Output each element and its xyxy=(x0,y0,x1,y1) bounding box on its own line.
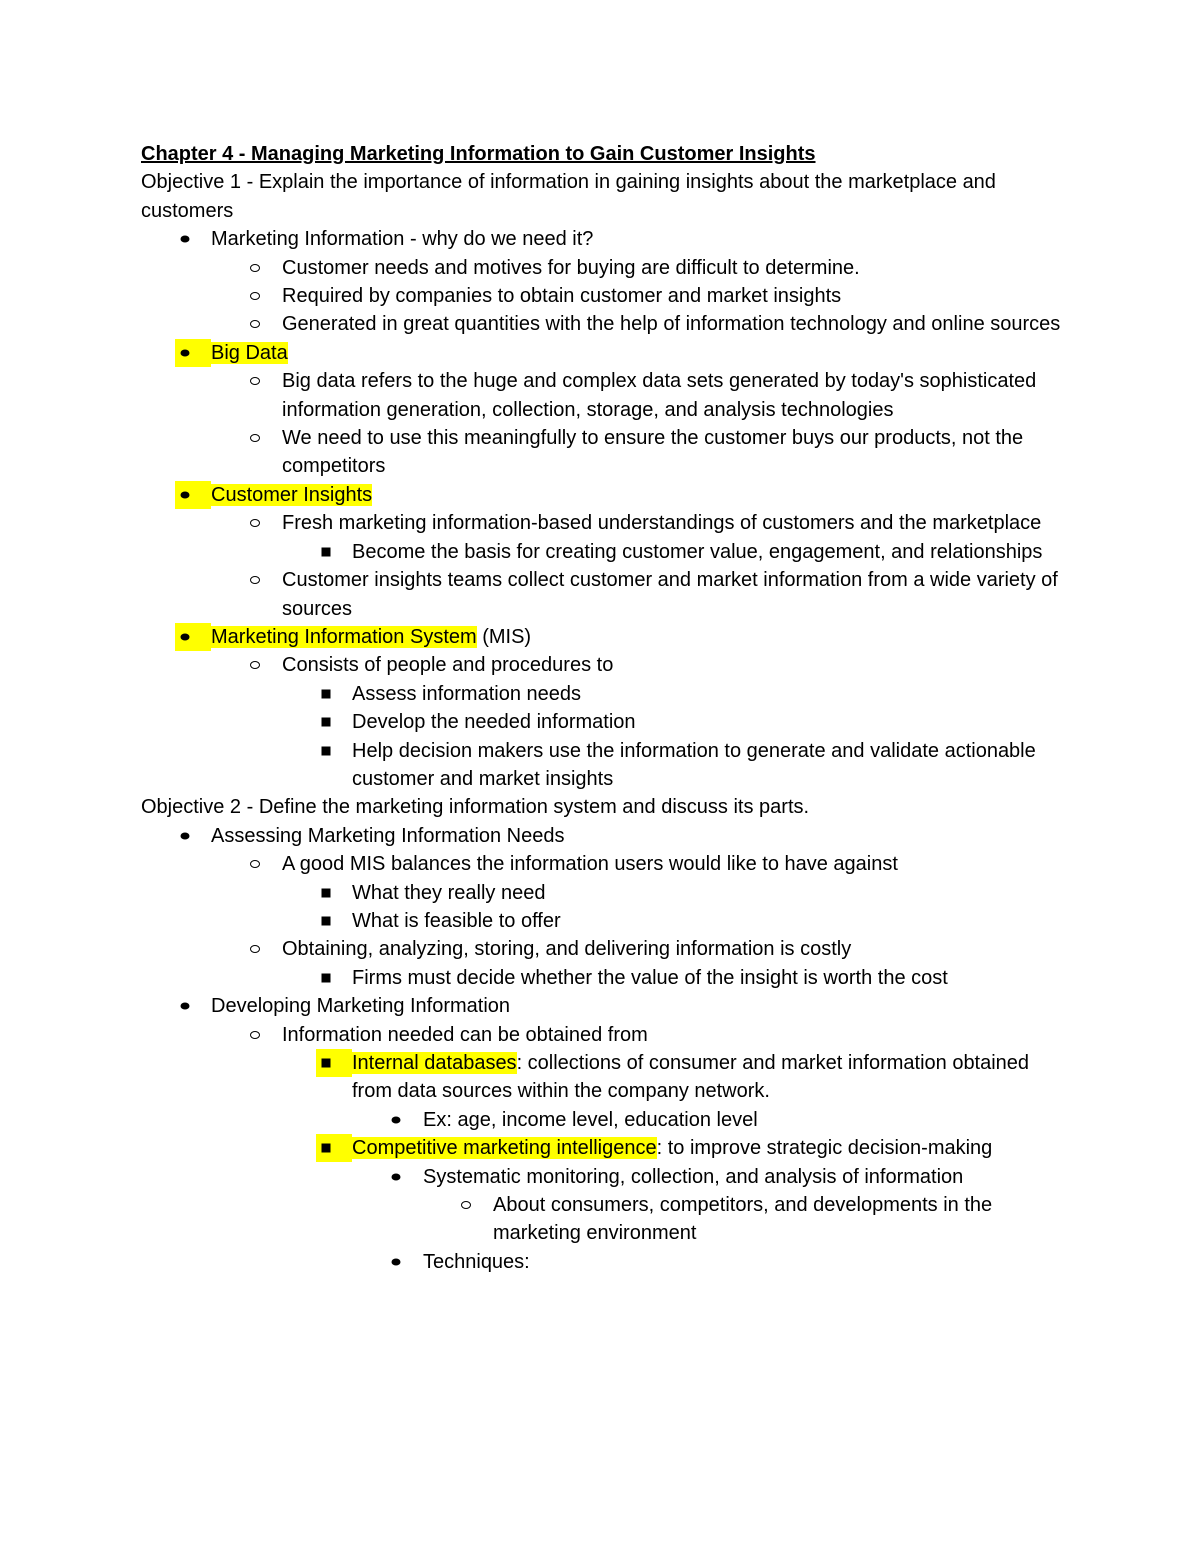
square-bullet-icon xyxy=(322,746,331,755)
list-item: Firms must decide whether the value of the insight is worth the cost xyxy=(141,964,1061,992)
objective-2-list xyxy=(141,822,1061,1277)
list-item: Big data refers to the huge and complex data sets generated by today's sophisticated information generation, collection, storage, and analysis technologies xyxy=(141,367,1061,424)
circle-bullet-icon xyxy=(250,519,260,527)
square-bullet-icon xyxy=(322,1059,331,1068)
list-item: Information needed can be obtained from xyxy=(141,1021,1061,1049)
list-item: Ex: age, income level, education level xyxy=(141,1106,1061,1134)
list-item: What is feasible to offer xyxy=(141,907,1061,935)
square-bullet-icon xyxy=(322,689,331,698)
circle-bullet-icon xyxy=(250,860,260,868)
square-bullet-icon xyxy=(322,1144,331,1153)
circle-bullet-icon xyxy=(250,576,260,584)
list-item: Develop the needed information xyxy=(141,708,1061,736)
disc-bullet-icon xyxy=(392,1116,401,1123)
circle-bullet-icon xyxy=(250,945,260,953)
highlighted-term: Customer Insights xyxy=(211,483,373,506)
disc-bullet-icon xyxy=(181,1003,190,1010)
square-bullet-icon xyxy=(322,973,331,982)
objective-2: Objective 2 - Define the marketing information system and discuss its parts. xyxy=(141,796,810,819)
list-item: Developing Marketing Information xyxy=(141,992,1061,1020)
list-item: About consumers, competitors, and developments in the marketing environment xyxy=(141,1191,1061,1248)
disc-bullet-icon xyxy=(392,1173,401,1180)
list-item: A good MIS balances the information users would like to have against xyxy=(141,850,1061,878)
square-bullet-icon xyxy=(322,547,331,556)
highlighted-term: Competitive marketing intelligence xyxy=(352,1137,657,1160)
list-item: We need to use this meaningfully to ensure the customer buys our products, not the competitors xyxy=(141,424,1061,481)
list-item: Become the basis for creating customer value, engagement, and relationships xyxy=(141,538,1061,566)
document-body xyxy=(141,140,1061,1276)
list-item: Techniques: xyxy=(141,1248,1061,1276)
list-item: Competitive marketing intelligence: to improve strategic decision-making xyxy=(141,1134,1061,1162)
square-bullet-icon xyxy=(322,718,331,727)
list-item: Marketing Information - why do we need it? xyxy=(141,225,1061,253)
disc-bullet-icon xyxy=(181,349,190,356)
circle-bullet-icon xyxy=(461,1201,471,1209)
circle-bullet-icon xyxy=(250,1031,260,1039)
highlighted-term: Internal databases xyxy=(352,1052,517,1074)
highlighted-term: Big Data xyxy=(211,341,288,364)
list-item: Obtaining, analyzing, storing, and delivering information is costly xyxy=(141,935,1061,963)
circle-bullet-icon xyxy=(250,264,260,272)
chapter-title: Chapter 4 - Managing Marketing Information to Gain Customer Insights xyxy=(141,143,816,165)
list-item: Assess information needs xyxy=(141,680,1061,708)
square-bullet-icon xyxy=(322,888,331,897)
objective-1: Objective 1 - Explain the importance of information in gaining insights about the marketplace and customers xyxy=(141,171,996,222)
list-item: Generated in great quantities with the help of information technology and online sources xyxy=(141,310,1061,338)
list-item: Assessing Marketing Information Needs xyxy=(141,822,1061,850)
list-item: Fresh marketing information-based understandings of customers and the marketplace xyxy=(141,509,1061,537)
list-item: What they really need xyxy=(141,879,1061,907)
list-item: Marketing Information System (MIS) xyxy=(141,623,1061,651)
circle-bullet-icon xyxy=(250,661,260,669)
list-item: Required by companies to obtain customer and market insights xyxy=(141,282,1061,310)
disc-bullet-icon xyxy=(181,633,190,640)
list-item xyxy=(141,481,1061,509)
list-item: Internal databases: collections of consumer and market information obtained from data sources within the company network. xyxy=(141,1049,1061,1106)
disc-bullet-icon xyxy=(392,1258,401,1265)
list-item: Systematic monitoring, collection, and analysis of information xyxy=(141,1163,1061,1191)
objective-1-list xyxy=(141,225,1061,793)
list-item: Consists of people and procedures to xyxy=(141,651,1061,679)
circle-bullet-icon xyxy=(250,320,260,328)
list-item: Customer needs and motives for buying are difficult to determine. xyxy=(141,254,1061,282)
list-item xyxy=(141,339,1061,367)
highlighted-term: Marketing Information System xyxy=(211,625,477,648)
circle-bullet-icon xyxy=(250,434,260,442)
square-bullet-icon xyxy=(322,916,331,925)
circle-bullet-icon xyxy=(250,377,260,385)
disc-bullet-icon xyxy=(181,491,190,498)
circle-bullet-icon xyxy=(250,292,260,300)
disc-bullet-icon xyxy=(181,832,190,839)
list-item: Customer insights teams collect customer and market information from a wide variety of sources xyxy=(141,566,1061,623)
disc-bullet-icon xyxy=(181,236,190,243)
list-item: Help decision makers use the information to generate and validate actionable customer and market insights xyxy=(141,737,1061,794)
